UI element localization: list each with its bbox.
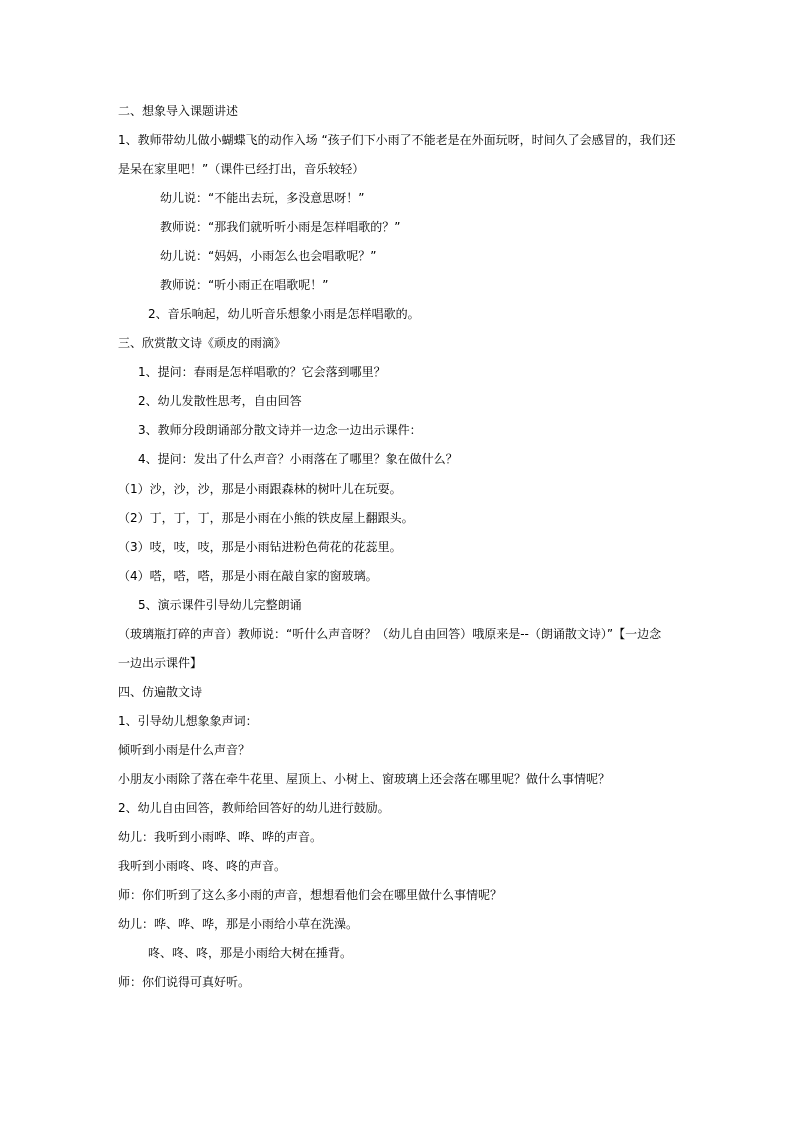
dialogue-line: 幼儿说：“不能出去玩，多没意思呀！” [160, 191, 365, 205]
dialogue-line: 教师说：“听小雨正在唱歌呢！” [160, 278, 329, 292]
section-heading-imagination: 二、想象导入课题讲述 [118, 104, 239, 118]
poem-line: （1）沙，沙，沙，那是小雨跟森林的树叶儿在玩耍。 [118, 482, 402, 496]
paragraph-line: 倾听到小雨是什么声音？ [118, 743, 251, 757]
poem-line: （4）嗒，嗒，嗒，那是小雨在敲自家的窗玻璃。 [118, 569, 378, 583]
list-item: 2、音乐响起，幼儿听音乐想象小雨是怎样唱歌的。 [148, 307, 420, 321]
list-item: 2、幼儿发散性思考，自由回答 [138, 394, 302, 408]
dialogue-line: 幼儿：我听到小雨哗、哗、哗的声音。 [118, 830, 323, 844]
dialogue-line: 师：你们说得可真好听。 [118, 975, 251, 989]
dialogue-line: 师：你们听到了这么多小雨的声音，想想看他们会在哪里做什么事情呢？ [118, 888, 503, 902]
list-item: 1、提问：春雨是怎样唱歌的？它会落到哪里？ [138, 365, 386, 379]
paragraph-line: （玻璃瓶打碎的声音）教师说：“听什么声音呀？（幼儿自由回答）哦原来是--（朗诵散文诗）”【一边念 [118, 627, 662, 641]
dialogue-line: 幼儿：哗、哗、哗，那是小雨给小草在洗澡。 [118, 917, 359, 931]
section-heading-imitation: 四、仿遍散文诗 [118, 685, 203, 699]
dialogue-line: 教师说：“那我们就听听小雨是怎样唱歌的？” [160, 220, 401, 234]
paragraph-line: 是呆在家里吧！”（课件已经打出，音乐较轻） [118, 162, 365, 176]
paragraph-line: 小朋友小雨除了落在牵牛花里、屋顶上、小树上、窗玻璃上还会落在哪里呢？做什么事情呢？ [118, 772, 611, 786]
paragraph-line: 1、教师带幼儿做小蝴蝶飞的动作入场 “孩子们下小雨了不能老是在外面玩呀，时间久了会感冒的，我们还 [118, 133, 676, 147]
list-item: 5、演示课件引导幼儿完整朗诵 [138, 598, 302, 612]
dialogue-line: 我听到小雨咚、咚、咚的声音。 [118, 859, 287, 873]
list-item: 2、幼儿自由回答，教师给回答好的幼儿进行鼓励。 [118, 801, 390, 815]
dialogue-line: 咚、咚、咚，那是小雨给大树在捶背。 [148, 946, 353, 960]
paragraph-line: 一边出示课件】 [118, 656, 203, 670]
list-item: 1、引导幼儿想象象声词： [118, 714, 258, 728]
poem-line: （3）吱，吱，吱，那是小雨钻进粉色荷花的花蕊里。 [118, 540, 402, 554]
list-item: 3、教师分段朗诵部分散文诗并一边念一边出示课件： [138, 423, 422, 437]
poem-line: （2）丁，丁，丁，那是小雨在小熊的铁皮屋上翻跟头。 [118, 511, 414, 525]
section-heading-appreciation: 三、欣赏散文诗《顽皮的雨滴》 [118, 336, 287, 350]
list-item: 4、提问：发出了什么声音？小雨落在了哪里？象在做什么？ [138, 452, 458, 466]
dialogue-line: 幼儿说：“妈妈，小雨怎么也会唱歌呢？” [160, 249, 377, 263]
